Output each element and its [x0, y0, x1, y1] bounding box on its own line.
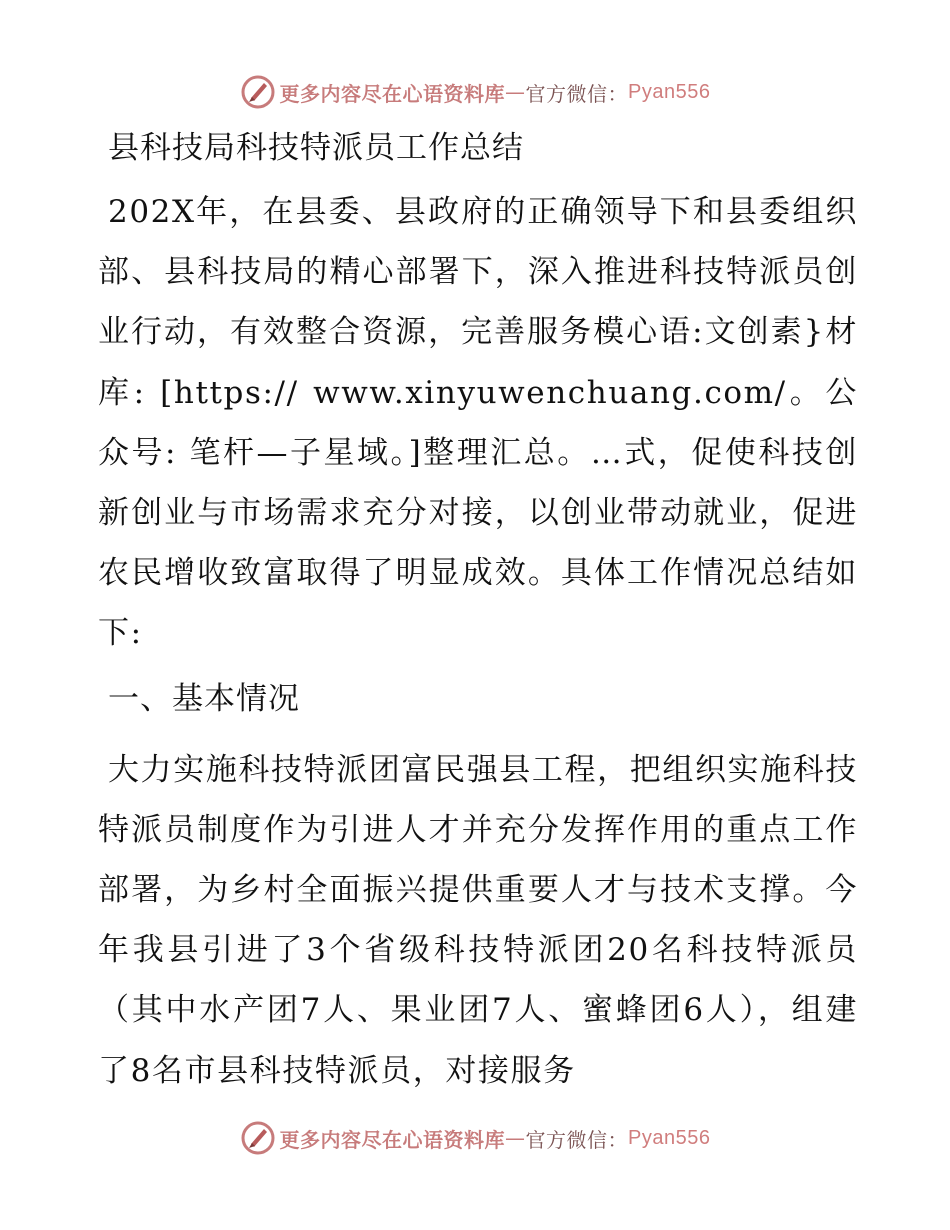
watermark-main-text: 更多内容尽在心语资料库 [279, 81, 506, 106]
document-title: 县科技局科技特派员工作总结 [108, 130, 524, 166]
watermark-wechat-id: Pyan556 [628, 80, 711, 103]
brand-logo-icon [240, 74, 276, 110]
paragraph-intro: 202X年，在县委、县政府的正确领导下和县委组织部、县科技局的精心部署下，深入推进科技特派员创业行动，有效整合资源，完善服务模心语:文创素}材库: [https:// www.xinyuwenchuang.com/。公众号: 笔杆—子星域。]整理汇总。…式，促使科技创新创业与市场需求充分对接，以创业带动就业，促进农民增收致富取得了明显成效。具体工作情况总结如下: [98, 194, 858, 652]
watermark-main-text: 更多内容尽在心语资料库 [279, 1127, 506, 1152]
watermark-dash: — [505, 80, 526, 104]
watermark-dash: — [505, 1126, 526, 1150]
watermark-banner-top [0, 72, 950, 112]
watermark-sub-text: 官方微信： [525, 81, 629, 106]
document-body [98, 123, 858, 1117]
paragraph-basic-situation: 大力实施科技特派团富民强县工程，把组织实施科技特派员制度作为引进人才并充分发挥作用的重点工作部署，为乡村全面振兴提供重要人才与技术支撑。今年我县引进了3个省级科技特派团20名科技特派员（其中水产团7人、果业团7人、蜜蜂团6人），组建了8名市县科技特派员，对接服务 [98, 751, 858, 1089]
watermark-banner-bottom [0, 1118, 950, 1158]
brand-logo-icon [240, 1120, 276, 1156]
section-heading-basic-situation: 一、基本情况 [108, 680, 300, 717]
watermark-sub-text: 官方微信： [525, 1127, 629, 1152]
watermark-wechat-id: Pyan556 [628, 1126, 711, 1149]
